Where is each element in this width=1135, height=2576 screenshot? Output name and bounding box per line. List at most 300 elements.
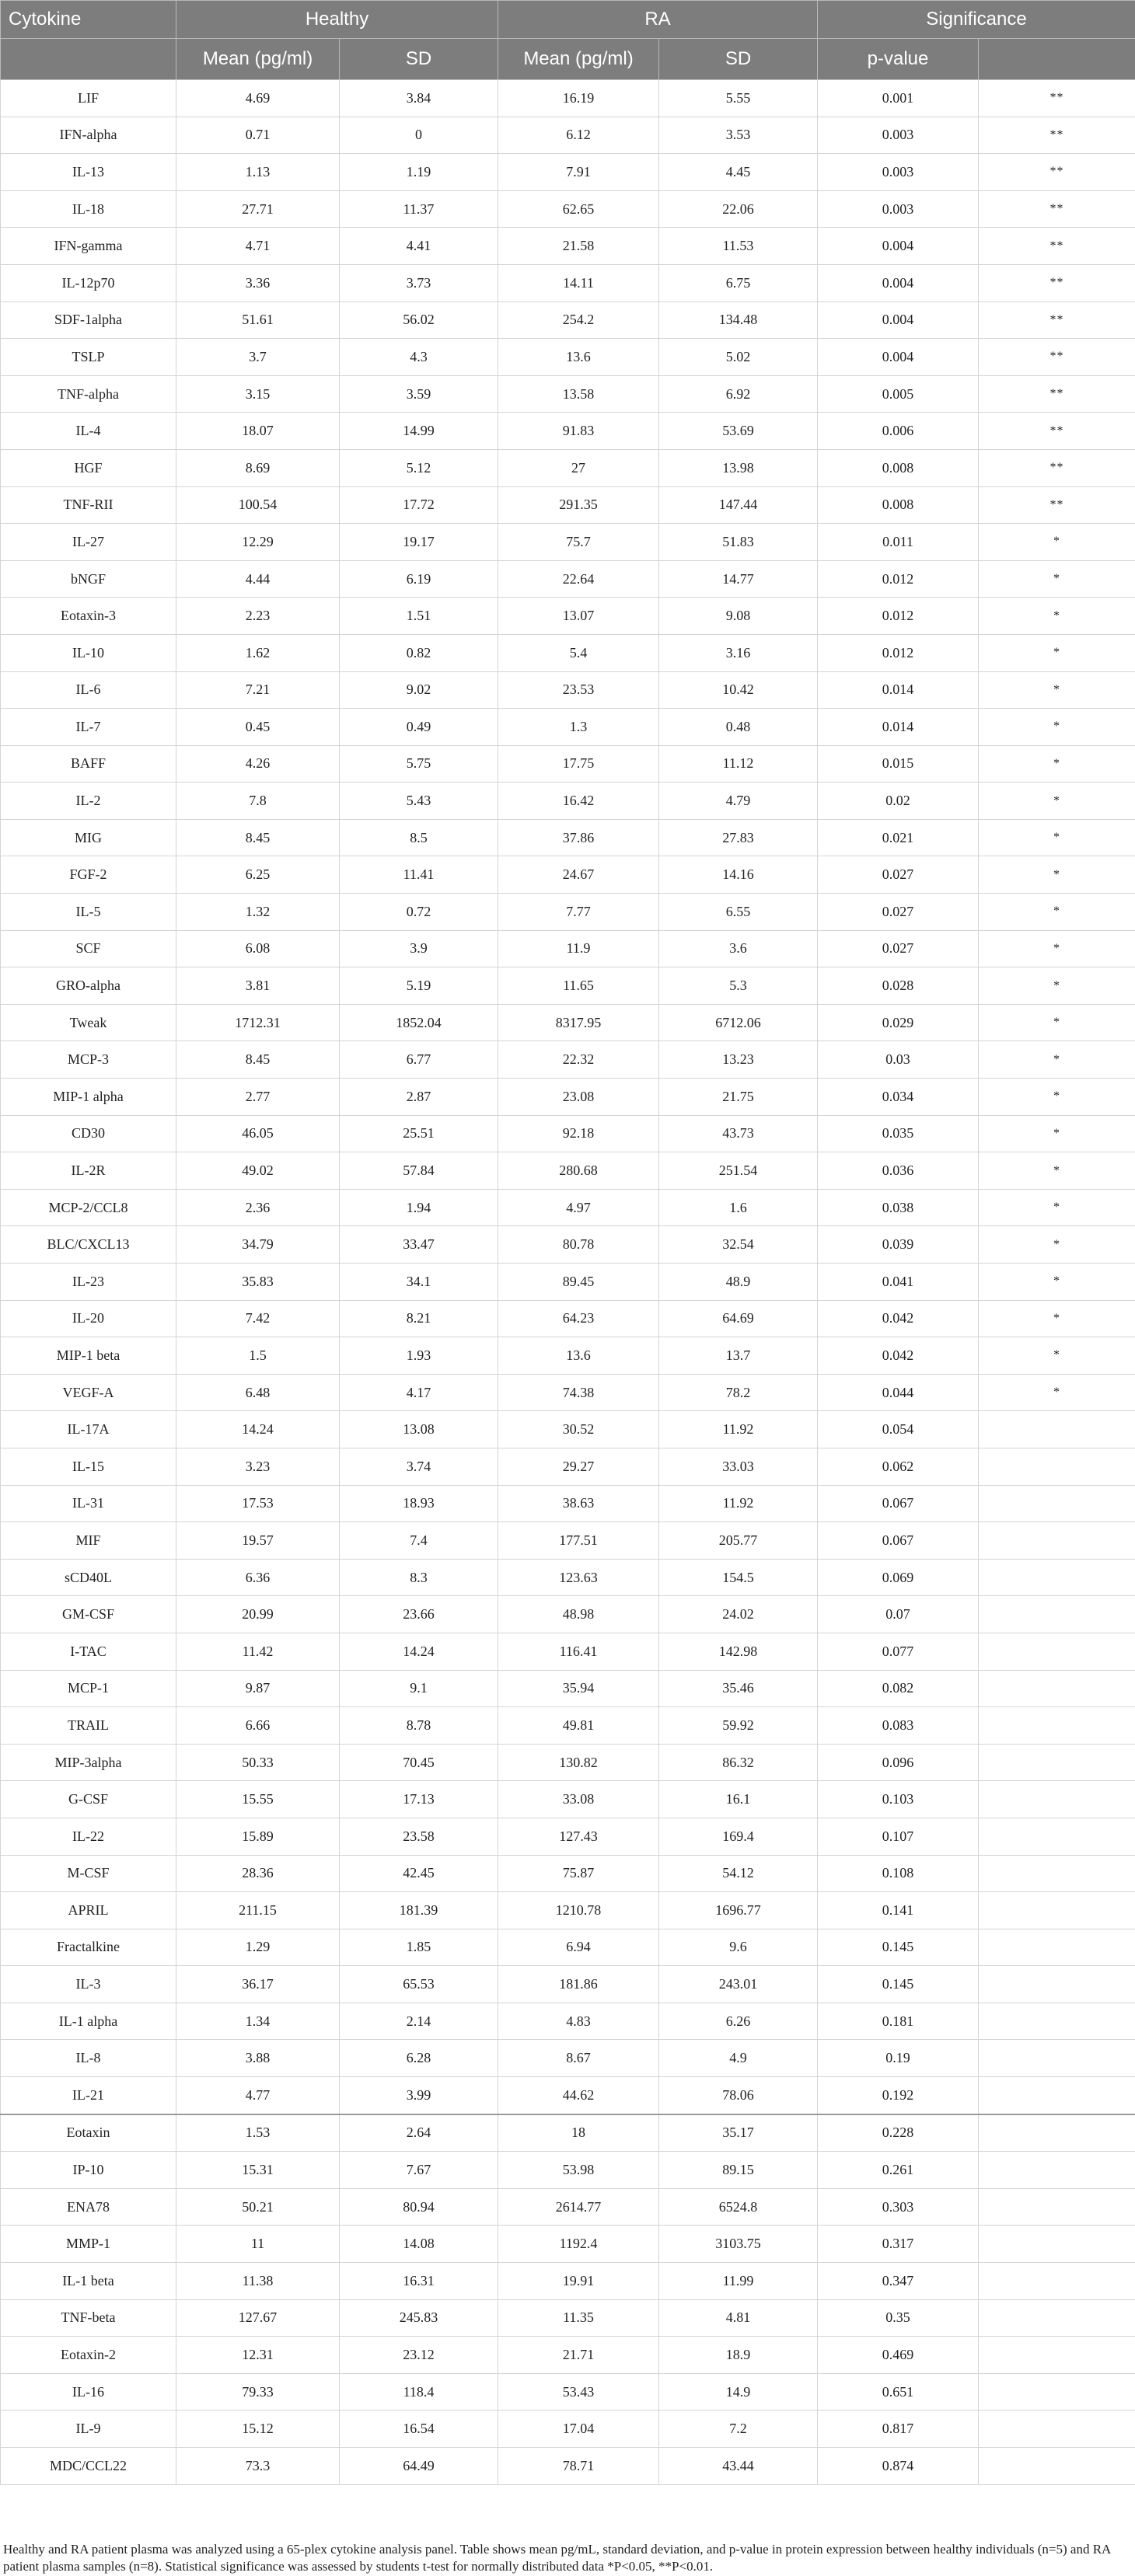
cell-healthy-mean: 15.31 — [176, 2152, 340, 2189]
cell-ra-sd: 251.54 — [659, 1152, 818, 1190]
cell-cytokine: TNF-beta — [1, 2299, 176, 2337]
cell-pvalue: 0.042 — [818, 1300, 979, 1337]
cell-cytokine: sCD40L — [1, 1559, 176, 1596]
cell-ra-mean: 64.23 — [498, 1300, 659, 1337]
cell-cytokine: MIG — [1, 819, 176, 856]
cell-healthy-mean: 11.42 — [176, 1633, 340, 1670]
cell-healthy-sd: 17.13 — [340, 1781, 498, 1818]
cell-healthy-sd: 5.75 — [340, 745, 498, 783]
table-row — [1, 1522, 1135, 1560]
table-row — [1, 930, 1135, 967]
table-row — [1, 1818, 1135, 1855]
cell-ra-sd: 6712.06 — [659, 1004, 818, 1041]
subheader-healthy-sd: SD — [340, 39, 498, 80]
cell-healthy-sd: 1.94 — [340, 1189, 498, 1226]
cell-pvalue: 0.067 — [818, 1522, 979, 1560]
cell-ra-mean: 17.75 — [498, 745, 659, 783]
table-row — [1, 1411, 1135, 1448]
cell-pvalue: 0.008 — [818, 449, 979, 486]
cell-pvalue: 0.347 — [818, 2263, 979, 2300]
table-row — [1, 1448, 1135, 1485]
header-significance: Significance — [818, 1, 1135, 39]
cell-pvalue: 0.012 — [818, 634, 979, 671]
cell-ra-sd: 6524.8 — [659, 2188, 818, 2226]
cell-significance: * — [979, 560, 1135, 598]
cell-significance — [979, 2410, 1135, 2448]
cell-significance — [979, 2003, 1135, 2040]
cell-significance: * — [979, 524, 1135, 561]
cell-cytokine: IL-23 — [1, 1264, 176, 1301]
table-row — [1, 80, 1135, 117]
cell-healthy-mean: 1.13 — [176, 154, 340, 191]
cell-cytokine: IL-1 beta — [1, 2263, 176, 2300]
table-row — [1, 264, 1135, 302]
cell-significance — [979, 1633, 1135, 1670]
cell-cytokine: TNF-RII — [1, 486, 176, 524]
cell-healthy-mean: 3.23 — [176, 1448, 340, 1485]
table-header — [1, 1, 1135, 80]
cell-ra-sd: 4.9 — [659, 2040, 818, 2077]
subheader-stars — [979, 39, 1135, 80]
table-row — [1, 1670, 1135, 1707]
cell-ra-sd: 33.03 — [659, 1448, 818, 1485]
cell-pvalue: 0.004 — [818, 228, 979, 265]
cell-healthy-sd: 42.45 — [340, 1855, 498, 1892]
table-row — [1, 671, 1135, 709]
cell-ra-sd: 9.6 — [659, 1929, 818, 1966]
cell-healthy-mean: 15.55 — [176, 1781, 340, 1818]
cell-healthy-mean: 50.21 — [176, 2188, 340, 2226]
cell-cytokine: Eotaxin-3 — [1, 598, 176, 635]
cell-pvalue: 0.35 — [818, 2299, 979, 2337]
cell-ra-mean: 74.38 — [498, 1374, 659, 1411]
cell-healthy-sd: 4.41 — [340, 228, 498, 265]
cell-cytokine: TNF-alpha — [1, 375, 176, 413]
cell-significance: * — [979, 856, 1135, 894]
cell-healthy-sd: 0.82 — [340, 634, 498, 671]
cell-pvalue: 0.034 — [818, 1079, 979, 1116]
table-row — [1, 1781, 1135, 1818]
cell-significance: * — [979, 1189, 1135, 1226]
cell-ra-sd: 16.1 — [659, 1781, 818, 1818]
cell-ra-sd: 51.83 — [659, 524, 818, 561]
cell-significance: * — [979, 967, 1135, 1005]
cell-healthy-mean: 8.45 — [176, 819, 340, 856]
cell-significance: * — [979, 1004, 1135, 1041]
cell-significance — [979, 1744, 1135, 1781]
cell-healthy-sd: 0.72 — [340, 894, 498, 931]
table-row — [1, 2410, 1135, 2448]
cell-ra-sd: 5.3 — [659, 967, 818, 1005]
cell-ra-mean: 23.53 — [498, 671, 659, 709]
cell-healthy-mean: 3.15 — [176, 375, 340, 413]
cell-ra-mean: 181.86 — [498, 1966, 659, 2003]
cell-significance: * — [979, 1374, 1135, 1411]
cell-significance: ** — [979, 449, 1135, 486]
cell-ra-mean: 75.7 — [498, 524, 659, 561]
cell-healthy-sd: 23.66 — [340, 1596, 498, 1633]
cell-healthy-sd: 11.37 — [340, 190, 498, 228]
cell-pvalue: 0.651 — [818, 2373, 979, 2410]
cell-healthy-mean: 1.32 — [176, 894, 340, 931]
cell-ra-sd: 0.48 — [659, 709, 818, 746]
cell-significance — [979, 2337, 1135, 2374]
cell-ra-sd: 48.9 — [659, 1264, 818, 1301]
cell-cytokine: IFN-gamma — [1, 228, 176, 265]
cell-healthy-mean: 3.88 — [176, 2040, 340, 2077]
table-row — [1, 1596, 1135, 1633]
cell-ra-mean: 44.62 — [498, 2077, 659, 2114]
cell-healthy-mean: 100.54 — [176, 486, 340, 524]
cell-healthy-mean: 19.57 — [176, 1522, 340, 1560]
cell-significance — [979, 2188, 1135, 2226]
cell-ra-sd: 35.46 — [659, 1670, 818, 1707]
cell-pvalue: 0.07 — [818, 1596, 979, 1633]
cell-healthy-sd: 5.19 — [340, 967, 498, 1005]
table-row — [1, 1189, 1135, 1226]
cell-cytokine: MIP-3alpha — [1, 1744, 176, 1781]
subheader-ra-mean: Mean (pg/ml) — [498, 39, 659, 80]
table-body — [1, 80, 1135, 2485]
cell-pvalue: 0.303 — [818, 2188, 979, 2226]
cell-cytokine: BAFF — [1, 745, 176, 783]
cell-cytokine: TRAIL — [1, 1707, 176, 1745]
cell-cytokine: Eotaxin-2 — [1, 2337, 176, 2374]
cell-healthy-mean: 35.83 — [176, 1264, 340, 1301]
cell-cytokine: IL-5 — [1, 894, 176, 931]
cell-pvalue: 0.062 — [818, 1448, 979, 1485]
cell-cytokine: SCF — [1, 930, 176, 967]
cell-ra-mean: 177.51 — [498, 1522, 659, 1560]
cell-significance: * — [979, 1115, 1135, 1152]
cell-pvalue: 0.069 — [818, 1559, 979, 1596]
cell-significance: * — [979, 819, 1135, 856]
cell-healthy-sd: 5.12 — [340, 449, 498, 486]
table-row — [1, 375, 1135, 413]
table-row — [1, 413, 1135, 450]
cell-ra-mean: 17.04 — [498, 2410, 659, 2448]
cell-significance: * — [979, 598, 1135, 635]
cell-healthy-mean: 49.02 — [176, 1152, 340, 1190]
cell-cytokine: MCP-1 — [1, 1670, 176, 1707]
cell-healthy-sd: 16.31 — [340, 2263, 498, 2300]
cell-cytokine: APRIL — [1, 1892, 176, 1929]
cell-significance: ** — [979, 264, 1135, 302]
cell-healthy-mean: 27.71 — [176, 190, 340, 228]
cell-significance: ** — [979, 413, 1135, 450]
cell-pvalue: 0.103 — [818, 1781, 979, 1818]
table-row — [1, 894, 1135, 931]
cell-ra-mean: 16.42 — [498, 783, 659, 820]
cell-significance — [979, 2114, 1135, 2152]
table-row — [1, 2226, 1135, 2263]
cell-cytokine: SDF-1alpha — [1, 302, 176, 339]
cell-significance — [979, 2299, 1135, 2337]
cell-healthy-sd: 2.87 — [340, 1079, 498, 1116]
cell-cytokine: I-TAC — [1, 1633, 176, 1670]
cell-cytokine: IL-17A — [1, 1411, 176, 1448]
cell-healthy-sd: 8.21 — [340, 1300, 498, 1337]
cell-ra-mean: 78.71 — [498, 2448, 659, 2485]
cell-healthy-sd: 11.41 — [340, 856, 498, 894]
cell-pvalue: 0.077 — [818, 1633, 979, 1670]
cell-pvalue: 0.005 — [818, 375, 979, 413]
table-row — [1, 819, 1135, 856]
cell-healthy-sd: 16.54 — [340, 2410, 498, 2448]
cell-healthy-mean: 15.12 — [176, 2410, 340, 2448]
cell-ra-mean: 62.65 — [498, 190, 659, 228]
cell-ra-sd: 14.9 — [659, 2373, 818, 2410]
table-row — [1, 967, 1135, 1005]
cell-ra-sd: 10.42 — [659, 671, 818, 709]
cell-healthy-sd: 9.02 — [340, 671, 498, 709]
cell-ra-sd: 11.99 — [659, 2263, 818, 2300]
table-row — [1, 1264, 1135, 1301]
cell-ra-mean: 8317.95 — [498, 1004, 659, 1041]
cell-significance: * — [979, 894, 1135, 931]
cell-significance: * — [979, 671, 1135, 709]
cell-healthy-mean: 50.33 — [176, 1744, 340, 1781]
cell-ra-mean: 6.94 — [498, 1929, 659, 1966]
cell-healthy-sd: 7.4 — [340, 1522, 498, 1560]
cell-pvalue: 0.029 — [818, 1004, 979, 1041]
cell-cytokine: CD30 — [1, 1115, 176, 1152]
cell-healthy-sd: 2.64 — [340, 2114, 498, 2152]
cell-pvalue: 0.012 — [818, 560, 979, 598]
cell-pvalue: 0.082 — [818, 1670, 979, 1707]
table-row — [1, 302, 1135, 339]
cell-cytokine: MIF — [1, 1522, 176, 1560]
cell-cytokine: MIP-1 alpha — [1, 1079, 176, 1116]
cell-healthy-sd: 1.93 — [340, 1337, 498, 1375]
cell-pvalue: 0.044 — [818, 1374, 979, 1411]
cell-healthy-sd: 65.53 — [340, 1966, 498, 2003]
cell-ra-sd: 3103.75 — [659, 2226, 818, 2263]
table-row — [1, 190, 1135, 228]
cell-healthy-sd: 23.12 — [340, 2337, 498, 2374]
cell-healthy-sd: 80.94 — [340, 2188, 498, 2226]
cell-ra-mean: 19.91 — [498, 2263, 659, 2300]
header-healthy: Healthy — [176, 1, 498, 39]
cell-ra-sd: 142.98 — [659, 1633, 818, 1670]
cell-ra-sd: 11.12 — [659, 745, 818, 783]
cell-pvalue: 0.035 — [818, 1115, 979, 1152]
cell-ra-mean: 2614.77 — [498, 2188, 659, 2226]
cell-significance — [979, 2226, 1135, 2263]
cell-ra-sd: 9.08 — [659, 598, 818, 635]
cell-significance: * — [979, 783, 1135, 820]
cell-ra-sd: 205.77 — [659, 1522, 818, 1560]
cell-ra-mean: 6.12 — [498, 117, 659, 154]
cell-pvalue: 0.003 — [818, 154, 979, 191]
cell-healthy-sd: 181.39 — [340, 1892, 498, 1929]
cell-pvalue: 0.096 — [818, 1744, 979, 1781]
cell-ra-mean: 8.67 — [498, 2040, 659, 2077]
cell-healthy-sd: 6.19 — [340, 560, 498, 598]
cell-healthy-sd: 1.85 — [340, 1929, 498, 1966]
cell-pvalue: 0.039 — [818, 1226, 979, 1264]
cell-cytokine: IP-10 — [1, 2152, 176, 2189]
cell-pvalue: 0.054 — [818, 1411, 979, 1448]
cell-ra-mean: 21.58 — [498, 228, 659, 265]
cell-healthy-sd: 3.59 — [340, 375, 498, 413]
cell-healthy-mean: 6.36 — [176, 1559, 340, 1596]
cell-healthy-mean: 73.3 — [176, 2448, 340, 2485]
table-row — [1, 1892, 1135, 1929]
cell-cytokine: IL-1 alpha — [1, 2003, 176, 2040]
cell-cytokine: TSLP — [1, 339, 176, 376]
cell-pvalue: 0.108 — [818, 1855, 979, 1892]
cell-ra-mean: 16.19 — [498, 80, 659, 117]
cell-healthy-sd: 1852.04 — [340, 1004, 498, 1041]
cell-cytokine: MDC/CCL22 — [1, 2448, 176, 2485]
cell-pvalue: 0.015 — [818, 745, 979, 783]
cell-significance: * — [979, 745, 1135, 783]
cell-ra-sd: 7.2 — [659, 2410, 818, 2448]
cell-cytokine: Eotaxin — [1, 2114, 176, 2152]
cell-pvalue: 0.003 — [818, 190, 979, 228]
cell-cytokine: MMP-1 — [1, 2226, 176, 2263]
table-row — [1, 1559, 1135, 1596]
cell-ra-mean: 1210.78 — [498, 1892, 659, 1929]
cell-pvalue: 0.006 — [818, 413, 979, 450]
cell-significance: ** — [979, 339, 1135, 376]
cell-significance: * — [979, 634, 1135, 671]
cell-healthy-sd: 7.67 — [340, 2152, 498, 2189]
cell-healthy-mean: 20.99 — [176, 1596, 340, 1633]
cell-healthy-mean: 8.69 — [176, 449, 340, 486]
cell-ra-mean: 280.68 — [498, 1152, 659, 1190]
cell-healthy-mean: 14.24 — [176, 1411, 340, 1448]
cell-cytokine: IL-27 — [1, 524, 176, 561]
cell-pvalue: 0.038 — [818, 1189, 979, 1226]
cell-healthy-sd: 245.83 — [340, 2299, 498, 2337]
cell-cytokine: IL-9 — [1, 2410, 176, 2448]
cell-ra-mean: 116.41 — [498, 1633, 659, 1670]
cell-ra-sd: 6.75 — [659, 264, 818, 302]
cell-cytokine: IL-22 — [1, 1818, 176, 1855]
cell-ra-mean: 33.08 — [498, 1781, 659, 1818]
cell-pvalue: 0.317 — [818, 2226, 979, 2263]
cell-healthy-sd: 3.9 — [340, 930, 498, 967]
table-row — [1, 1633, 1135, 1670]
cell-ra-mean: 29.27 — [498, 1448, 659, 1485]
cell-healthy-mean: 6.48 — [176, 1374, 340, 1411]
cell-ra-mean: 14.11 — [498, 264, 659, 302]
cell-cytokine: IL-10 — [1, 634, 176, 671]
cell-ra-mean: 53.98 — [498, 2152, 659, 2189]
cell-pvalue: 0.083 — [818, 1707, 979, 1745]
cell-ra-sd: 54.12 — [659, 1855, 818, 1892]
cell-cytokine: MCP-3 — [1, 1041, 176, 1079]
cell-cytokine: GRO-alpha — [1, 967, 176, 1005]
table-row — [1, 2188, 1135, 2226]
cell-ra-sd: 1696.77 — [659, 1892, 818, 1929]
subheader-ra-sd: SD — [659, 39, 818, 80]
cell-ra-sd: 22.06 — [659, 190, 818, 228]
cell-healthy-mean: 12.31 — [176, 2337, 340, 2374]
cell-pvalue: 0.067 — [818, 1485, 979, 1522]
table-row — [1, 1115, 1135, 1152]
table-row — [1, 1966, 1135, 2003]
table-row — [1, 486, 1135, 524]
cell-pvalue: 0.192 — [818, 2077, 979, 2114]
cell-significance — [979, 1411, 1135, 1448]
cell-cytokine: IL-31 — [1, 1485, 176, 1522]
cell-healthy-sd: 4.3 — [340, 339, 498, 376]
cell-pvalue: 0.19 — [818, 2040, 979, 2077]
cell-cytokine: IL-12p70 — [1, 264, 176, 302]
cell-ra-mean: 80.78 — [498, 1226, 659, 1264]
table-row — [1, 2152, 1135, 2189]
cell-healthy-mean: 1.29 — [176, 1929, 340, 1966]
cell-healthy-sd: 70.45 — [340, 1744, 498, 1781]
cell-ra-mean: 89.45 — [498, 1264, 659, 1301]
cell-healthy-mean: 8.45 — [176, 1041, 340, 1079]
cell-healthy-mean: 18.07 — [176, 413, 340, 450]
cell-ra-mean: 48.98 — [498, 1596, 659, 1633]
cell-pvalue: 0.041 — [818, 1264, 979, 1301]
cell-healthy-sd: 8.5 — [340, 819, 498, 856]
header-cytokine: Cytokine — [1, 1, 176, 39]
cell-ra-mean: 53.43 — [498, 2373, 659, 2410]
cell-significance: ** — [979, 302, 1135, 339]
cell-cytokine: G-CSF — [1, 1781, 176, 1818]
cell-pvalue: 0.181 — [818, 2003, 979, 2040]
cell-healthy-mean: 9.87 — [176, 1670, 340, 1707]
cell-pvalue: 0.141 — [818, 1892, 979, 1929]
cell-cytokine: MCP-2/CCL8 — [1, 1189, 176, 1226]
subheader-healthy-mean: Mean (pg/ml) — [176, 39, 340, 80]
cell-ra-mean: 30.52 — [498, 1411, 659, 1448]
cell-ra-mean: 24.67 — [498, 856, 659, 894]
cell-significance — [979, 1559, 1135, 1596]
cell-ra-mean: 7.91 — [498, 154, 659, 191]
cell-healthy-sd: 3.84 — [340, 80, 498, 117]
cell-ra-sd: 24.02 — [659, 1596, 818, 1633]
cell-significance: ** — [979, 375, 1135, 413]
table-row — [1, 1300, 1135, 1337]
cell-healthy-sd: 6.28 — [340, 2040, 498, 2077]
cell-ra-sd: 13.98 — [659, 449, 818, 486]
cell-significance — [979, 1670, 1135, 1707]
table-row — [1, 1855, 1135, 1892]
cell-ra-mean: 1192.4 — [498, 2226, 659, 2263]
cell-ra-sd: 11.92 — [659, 1411, 818, 1448]
table-footnote: Healthy and RA patient plasma was analyzed using a 65-plex cytokine analysis panel. Table shows mean pg/mL, standard deviation, and p-value in protein expression between healthy individuals (n=5) and RA patient plasma samples (n=8). Statistical significance was assessed by students t-test for normally distributed data *P<0.05, **P<0.01. — [3, 2542, 1111, 2574]
cell-cytokine: ENA78 — [1, 2188, 176, 2226]
cell-pvalue: 0.817 — [818, 2410, 979, 2448]
cell-healthy-mean: 6.25 — [176, 856, 340, 894]
cell-ra-mean: 4.83 — [498, 2003, 659, 2040]
cell-healthy-sd: 3.74 — [340, 1448, 498, 1485]
cell-pvalue: 0.042 — [818, 1337, 979, 1375]
cell-significance: ** — [979, 228, 1135, 265]
cell-pvalue: 0.021 — [818, 819, 979, 856]
cell-healthy-mean: 1.34 — [176, 2003, 340, 2040]
table-row — [1, 2299, 1135, 2337]
cell-significance — [979, 1892, 1135, 1929]
cell-cytokine: Fractalkine — [1, 1929, 176, 1966]
cell-cytokine: M-CSF — [1, 1855, 176, 1892]
table-row — [1, 117, 1135, 154]
cell-ra-mean: 11.9 — [498, 930, 659, 967]
cell-ra-sd: 6.26 — [659, 2003, 818, 2040]
cell-significance — [979, 1522, 1135, 1560]
cell-cytokine: IL-21 — [1, 2077, 176, 2114]
cell-cytokine: FGF-2 — [1, 856, 176, 894]
cell-healthy-sd: 3.73 — [340, 264, 498, 302]
